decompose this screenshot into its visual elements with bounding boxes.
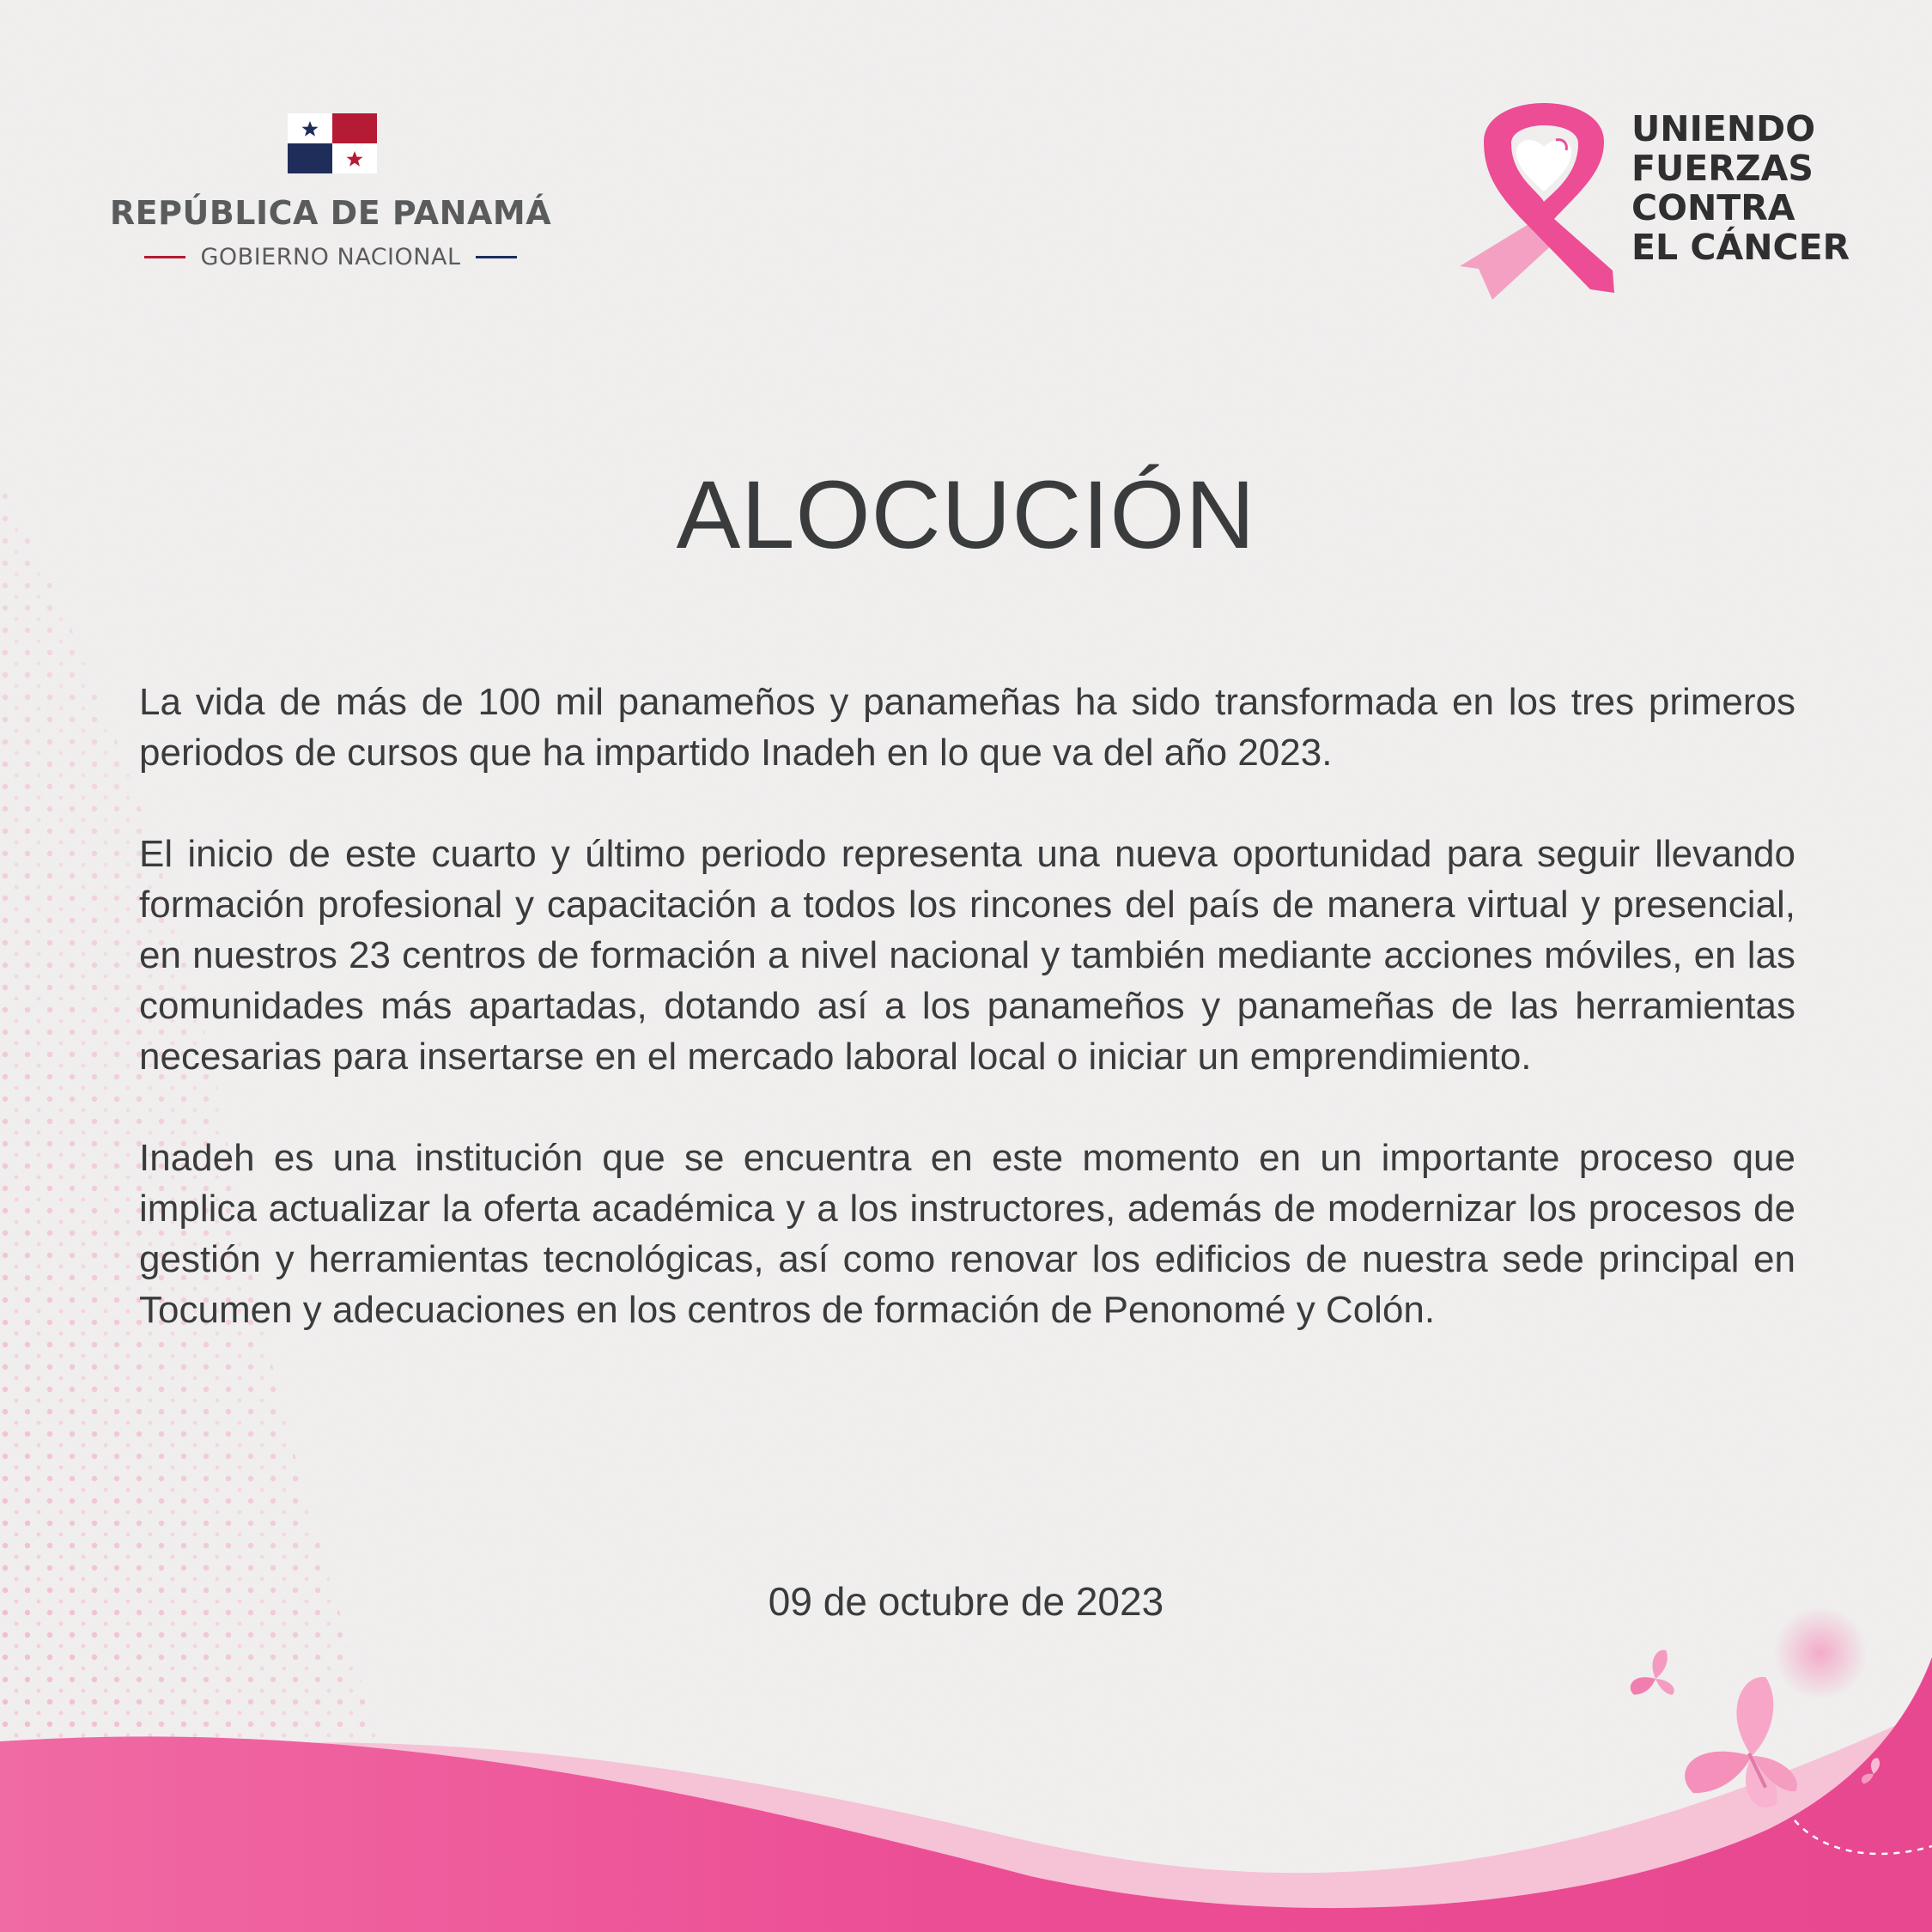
government-logo (107, 113, 554, 276)
pink-ribbon-icon (1460, 90, 1623, 305)
campaign-line-1: UNIENDO (1631, 108, 1816, 149)
page-title: ALOCUCIÓN (676, 461, 1256, 568)
date: 09 de octubre de 2023 (768, 1579, 1164, 1624)
campaign-line-3: CONTRA (1631, 187, 1795, 228)
paragraph-2: El inicio de este cuarto y último periodo representa una nueva oportunidad para seguir llevando formación profesional y capacitación a todos los rincones del país de manera virtual y presencial, en nuestros 23 centros de formación a nivel nacional y también mediante acciones móviles, en las comunidades más apartadas, dotando así a los panameños y panameñas de las herramientas necesarias para insertarse en el mercado laboral local o iniciar un emprendimiento. (139, 833, 1795, 1078)
campaign-line-4: EL CÁNCER (1631, 227, 1850, 268)
government-subtitle-row (107, 240, 554, 274)
campaign-line-2: FUERZAS (1631, 148, 1814, 189)
campaign-logo (1460, 90, 1855, 305)
panama-flag-icon (288, 113, 377, 173)
government-subtitle: GOBIERNO NACIONAL (200, 243, 461, 270)
government-title: REPÚBLICA DE PANAMÁ (109, 194, 552, 232)
body-text (139, 677, 1795, 1386)
red-divider (144, 256, 185, 258)
campaign-text (1631, 109, 1850, 267)
paragraph-3: Inadeh es una institución que se encuentra en este momento en un importante proceso que implica actualizar la oferta académica y a los instructores, además de modernizar los procesos de gestión y herramientas tecnológicas, así como renovar los edificios de nuestra sede principal en Tocumen y adecuaciones en los centros de formación de Penonomé y Colón. (139, 1137, 1795, 1331)
paragraph-1: La vida de más de 100 mil panameños y panameñas ha sido transformada en los tres primeros periodos de cursos que ha impartido Inadeh en lo que va del año 2023. (139, 681, 1795, 774)
blue-divider (476, 256, 517, 258)
